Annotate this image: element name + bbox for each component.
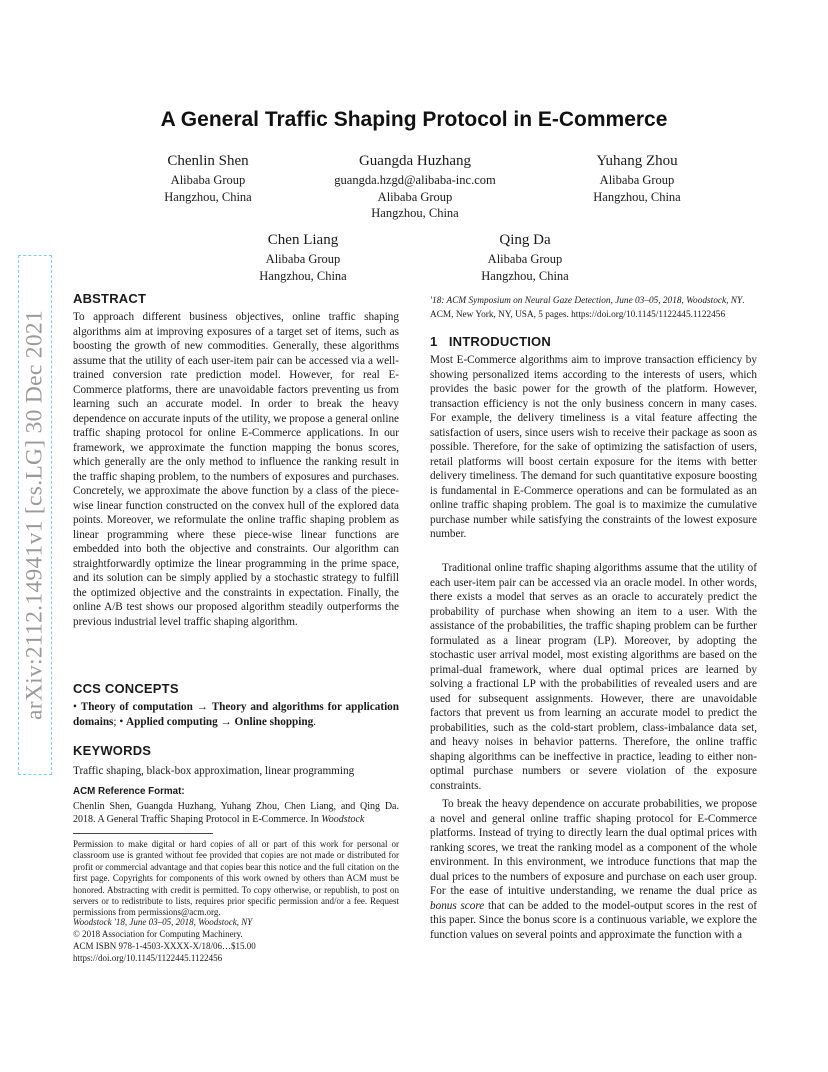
right-reference-rest: . ACM, New York, NY, USA, 5 pages. https://doi.org/10.1145/1122445.1122456 bbox=[430, 296, 745, 320]
author-name: Guangda Huzhang bbox=[358, 153, 472, 169]
footnote-doi: https://doi.org/10.1145/1122445.1122456 bbox=[73, 953, 223, 963]
abstract-text: To approach different business objectives, online traffic shaping algorithms aim at improving exposures of a target set of items, such as boosting the growth of new commodities. Generally, these algorithms assume that the utility of each user-item pair can be accessed via a well-trained conversion rate prediction model. However, for real E-Commerce platforms, there are unavoidable factors preventing us from learning such an accurate model. In order to break the heavy dependence on accurate inputs of the utility, we propose a general online traffic shaping protocol for online E-Commerce applications. In our framework, we approximate the function mapping the bonus scores, which generally are the only method to influence the ranking result in the traffic shaping problem, to the numbers of exposures and purchases. Concretely, we approximate the above function by a class of the piece-wise linear function constructed on the convex hull of the explored data points. Moreover, we reformulate the online traffic shaping problem as linear programming where these piece-wise linear functions are embedded into both the objective and constraints. Our algorithm can straightforwardly optimize the linear programming in the prime space, and its solution can be simply applied by a stochastic strategy to fulfill the optimized objective and the constraints in expectation. Finally, the online A/B test shows our proposed algorithm steadily outperforms the previous industrial level traffic shaping algorithm. bbox=[73, 311, 399, 628]
ccs-item-1-sub: Theory and algorithms for application domains bbox=[73, 701, 399, 728]
ccs-item-1: Theory of computation bbox=[80, 701, 193, 713]
author-affiliation: Alibaba Group bbox=[599, 173, 675, 187]
intro-p3-end: that can be added to the model-output scores in the rest of this paper. Since the bonus score is a continuous variable, we explore the function values on several points and approximate the function with a bbox=[430, 899, 758, 941]
author-name: Qing Da bbox=[499, 232, 551, 248]
arxiv-stamp-text: arXiv:2112.14941v1 [cs.LG] 30 Dec 2021 bbox=[21, 310, 48, 720]
permission-notice: Permission to make digital or hard copies of all or part of this work for personal or classroom use is granted without fee provided that copies are not made or distributed for profit or commercial advantage and that copies bear this notice and the full citation on the first page. Copyrights for components of this work owned by others than ACM must be honored. Abstracting with credit is permitted. To copy otherwise, or republish, to post on servers or to redistribute to lists, requires prior specific permission and/or a fee. Request permissions from permissions@acm.org. bbox=[73, 839, 399, 918]
author-location: Hangzhou, China bbox=[259, 268, 347, 283]
author-4 bbox=[213, 230, 393, 284]
author-affiliation: Alibaba Group bbox=[265, 252, 341, 266]
footnote-venue-text: Woodstock '18, June 03–05, 2018, Woodstock, NY bbox=[73, 917, 253, 927]
footnote-copyright: © 2018 Association for Computing Machinery. bbox=[73, 929, 243, 939]
author-location: Hangzhou, China bbox=[481, 268, 569, 283]
right-reference-venue: '18: ACM Symposium on Neural Gaze Detection, June 03–05, 2018, Woodstock, NY bbox=[430, 296, 743, 306]
footnote-isbn: ACM ISBN 978-1-4503-XXXX-X/18/06…$15.00 bbox=[73, 941, 256, 951]
right-reference bbox=[430, 295, 756, 322]
intro-heading: 1 INTRODUCTION bbox=[430, 334, 551, 349]
intro-paragraph-1: Most E-Commerce algorithms aim to improve transaction efficiency by showing personalized items according to the interests of users, which provides the basic power for the growth of the platform. However, transaction efficiency is not the only business concern in many cases. For example, the delivery timeliness is a vital feature affecting the satisfaction of users, since users wish to receive their package as soon as possible. Therefore, for the sake of optimizing the satisfaction of users, retail platforms will boost certain exposure for the items with better delivery timeliness. The demand for such quantitative exposure boosting is fundamental in E-Commerce operations and can be formulated as an online traffic shaping problem. The goal is to maximize the cumulative purchase number while satisfying the constraints of the lowest exposure number. bbox=[430, 354, 757, 540]
author-location: Hangzhou, China bbox=[593, 189, 681, 204]
author-location: Hangzhou, China bbox=[371, 206, 459, 220]
ccs-item-2: Applied computing bbox=[126, 715, 218, 728]
keywords-heading: KEYWORDS bbox=[73, 743, 152, 758]
ccs-item-2-sub: Online shopping bbox=[234, 715, 314, 728]
intro-paragraph-3 bbox=[430, 797, 757, 942]
arxiv-stamp bbox=[18, 255, 52, 775]
author-name: Chenlin Shen bbox=[167, 153, 249, 169]
author-name: Chen Liang bbox=[267, 232, 339, 248]
footnote-venue bbox=[73, 917, 399, 928]
author-location: Hangzhou, China bbox=[164, 189, 252, 204]
reference-text bbox=[73, 800, 399, 826]
author-3 bbox=[547, 151, 727, 205]
keywords-text: Traffic shaping, black-box approximation, linear programming bbox=[73, 765, 355, 777]
author-affiliation: Alibaba Group bbox=[170, 173, 246, 187]
author-name: Yuhang Zhou bbox=[596, 153, 678, 169]
author-1 bbox=[118, 151, 298, 205]
author-2 bbox=[300, 151, 530, 222]
footnote-rule bbox=[73, 833, 213, 834]
arrow-icon: → bbox=[196, 701, 208, 713]
author-email: guangda.hzgd@alibaba-inc.com bbox=[334, 173, 496, 187]
intro-p3-start: To break the heavy dependence on accurate probabilities, we propose a novel and general online traffic shaping protocol for E-Commerce platforms. Instead of trying to directly learn the dual optimal prices with ranking scores, we treat the ranking model as a component of the whole environment. In this environment, we introduce functions that map the dual prices to the numbers of exposure and purchase on each user group. For the ease of intuitive understanding, we rename the dual price as bbox=[430, 798, 757, 897]
intro-p3-emph: bonus score bbox=[430, 899, 485, 912]
author-affiliation: Alibaba Group bbox=[377, 189, 453, 204]
author-5 bbox=[435, 230, 615, 284]
reference-body: Chenlin Shen, Guangda Huzhang, Yuhang Zhou, Chen Liang, and Qing Da. 2018. A General Traffic Shaping Protocol in E-Commerce. In bbox=[73, 801, 399, 825]
reference-venue: Woodstock bbox=[321, 814, 365, 825]
ccs-heading: CCS CONCEPTS bbox=[73, 681, 179, 696]
ccs-concepts: • Theory of computation → Theory and algorithms for application domains; • Applied computing → Online shopping. bbox=[73, 701, 399, 728]
arrow-icon: → bbox=[220, 715, 232, 728]
paper-title: A General Traffic Shaping Protocol in E-Commerce bbox=[160, 108, 668, 131]
author-affiliation: Alibaba Group bbox=[487, 252, 563, 266]
abstract-heading: ABSTRACT bbox=[73, 291, 147, 306]
reference-label: ACM Reference Format: bbox=[73, 786, 185, 797]
intro-paragraph-2: Traditional online traffic shaping algorithms assume that the utility of each user-item pair can be accessed via an oracle model. In other words, there exists a model that serves as an oracle to accurately predict the probability of purchase when showing an item to a user. With the assistance of the probabilities, the traffic shaping problem can be further formulated as a linear program (LP). Moreover, by adopting the stochastic user arrival model, most existing algorithms are based on the primal-dual framework, where dual optimal prices are learned by solving a fractional LP with the probabilities of revealed users and are used for subsequent assignments. However, there are unavoidable factors that prevent us from learning an accurate model to predict the probabilities, such as the cold-start problem, class-imbalance data set, and heavy noises in behavior patterns. Therefore, the online traffic shaping algorithms can be ineffective in practice, leading to either non-optimal purchase numbers or severe violation of the exposure constraints. bbox=[430, 562, 757, 792]
